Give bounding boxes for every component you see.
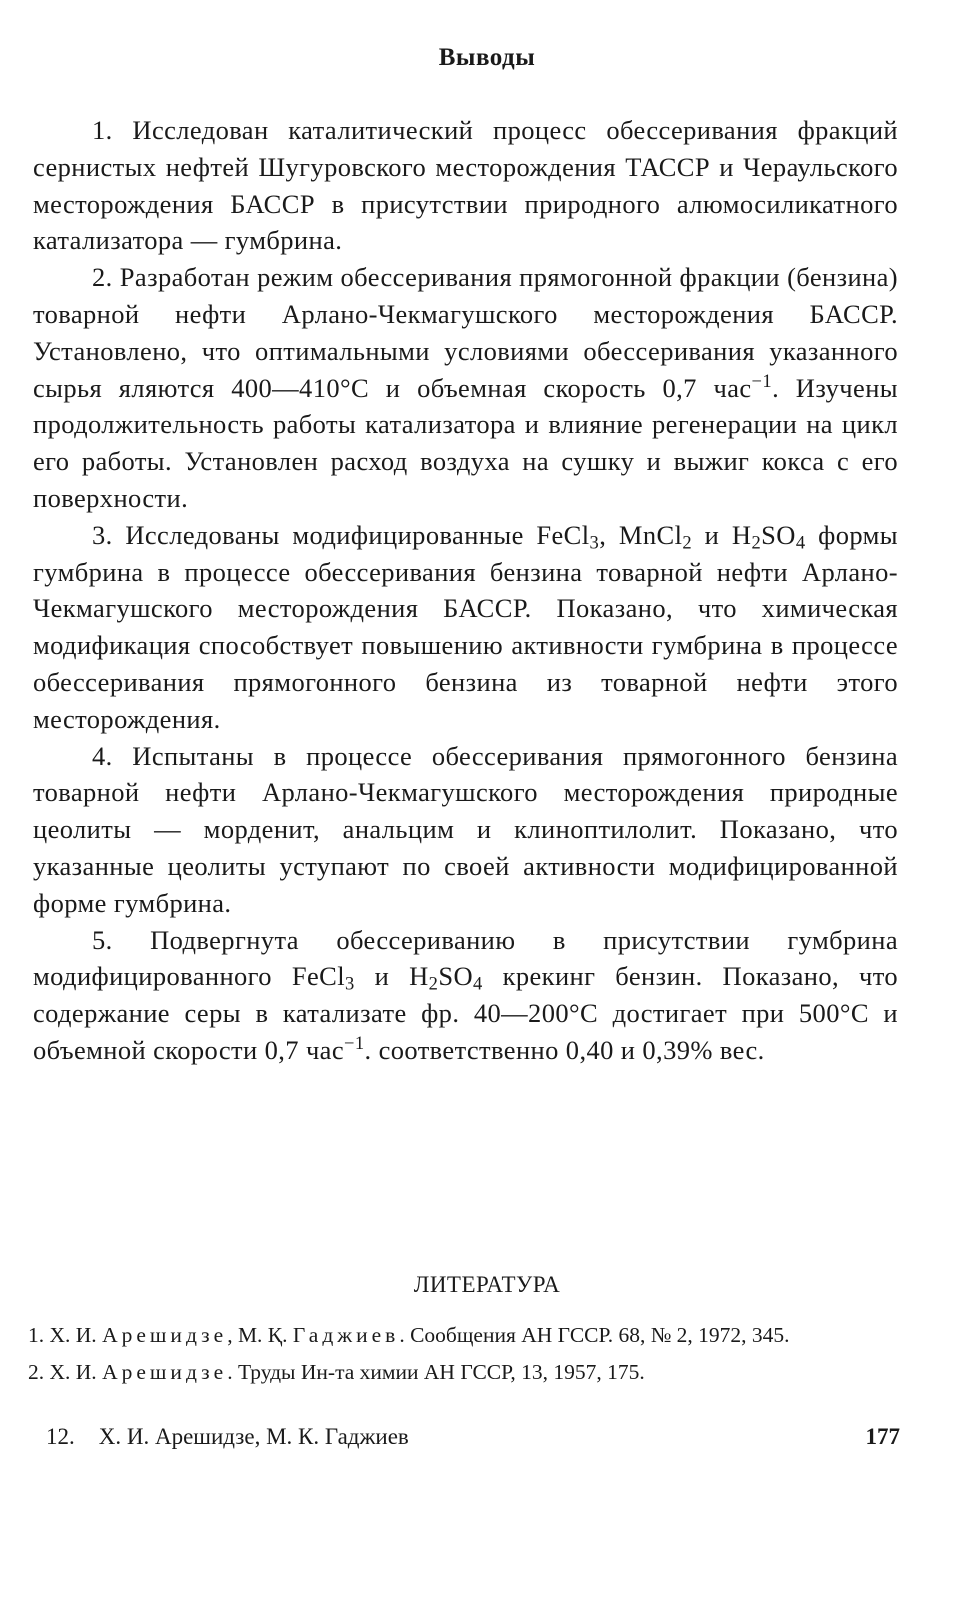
running-authors: Х. И. Арешидзе, М. К. Гаджиев	[98, 1424, 409, 1449]
reference-separator: , М. Қ.	[227, 1323, 293, 1347]
page-number: 177	[865, 1424, 900, 1449]
conclusion-2-text-b: . Изучены продолжительность работы катализатора и влияние регенерации на цикл его работы. Установлен расход воздуха на сушку и выжиг кокса с его поверхности.	[33, 372, 898, 513]
reference-author: Арешидзе	[102, 1323, 228, 1347]
conclusion-5-text-b: и H	[354, 961, 429, 992]
conclusion-2	[33, 259, 898, 517]
conclusion-3-text-b: , MnCl	[599, 519, 683, 550]
conclusion-3-text-a: 3. Исследованы модифицированные FeCl	[92, 519, 590, 550]
signature-number: 12.	[46, 1424, 75, 1449]
conclusion-3-text-d: SO	[761, 519, 796, 550]
subscript-2: 2	[751, 532, 762, 554]
subscript-3: 3	[345, 973, 355, 995]
reference-item	[28, 1320, 900, 1351]
conclusion-5-text-a: 5. Подвергнута обессериванию в присутствии гумбрина модифицированного FeCl	[33, 924, 898, 992]
conclusion-3-text-c: и H	[692, 519, 752, 550]
section-heading: Выводы	[438, 44, 536, 71]
references-list	[28, 1320, 900, 1394]
superscript-minus-one: −1	[344, 1032, 365, 1054]
subscript-2: 2	[428, 973, 439, 995]
reference-author: Гаджиев	[292, 1323, 400, 1347]
conclusion-5-text-d: крекинг бензин. Показано, что содержание серы в катализате фр. 40—200°С достигает при 500°С и объемной скорости 0,7 час	[33, 961, 898, 1065]
footer-signature	[46, 1424, 433, 1450]
conclusion-3	[33, 517, 898, 738]
subscript-4: 4	[473, 973, 483, 995]
reference-source: . Сообщения АН ГССР. 68, № 2, 1972, 345.	[399, 1323, 790, 1347]
conclusion-2-text-a: 2. Разработан режим обессеривания прямогонной фракции (бензина) товарной нефти Арлано-Чекмагушского месторождения БАССР. Установлено, что оптимальными условиями обессеривания указанного сырья яляются 400—410°С и объемная скорость 0,7 час	[33, 262, 898, 403]
conclusion-5	[33, 922, 898, 1069]
reference-number: 2. Х. И.	[28, 1360, 103, 1384]
subscript-2: 2	[682, 532, 693, 554]
conclusion-4: 4. Испытаны в процессе обессеривания прямогонного бензина товарной нефти Арлано-Чекмагушского месторождения природные цеолиты — морденит, анальцим и клиноптилолит. Показано, что указанные цеолиты уступают по своей активности модифицированной форме гумбрина.	[33, 740, 898, 918]
reference-author: Арешидзе	[102, 1360, 228, 1384]
superscript-minus-one: −1	[751, 370, 773, 392]
reference-item	[28, 1357, 900, 1388]
conclusion-5-text-c: SO	[438, 961, 473, 992]
conclusion-1: 1. Исследован каталитический процесс обессеривания фракций сернистых нефтей Шугуровского месторождения ТАССР и Чераульского месторождения БАССР в присутствии природного алюмосиликатного катализатора — гумбрина.	[33, 115, 898, 256]
conclusion-5-text-e: . соответственно 0,40 и 0,39% вес.	[364, 1034, 765, 1065]
reference-number: 1. Х. И.	[28, 1323, 103, 1347]
references-heading: ЛИТЕРАТУРА	[413, 1272, 561, 1297]
subscript-4: 4	[795, 532, 806, 554]
subscript-3: 3	[589, 532, 600, 554]
reference-source: . Труды Ин-та химии АН ГССР, 13, 1957, 175.	[227, 1360, 645, 1384]
conclusion-3-text-e: формы гумбрина в процессе обессеривания бензина товарной нефти Арлано-Чекмагушского месторождения БАССР. Показано, что химическая модификация способствует повышению активности гумбрина в процессе обессеривания прямогонного бензина из товарной нефти этого месторождения.	[33, 519, 898, 734]
conclusions-list	[33, 112, 898, 1069]
